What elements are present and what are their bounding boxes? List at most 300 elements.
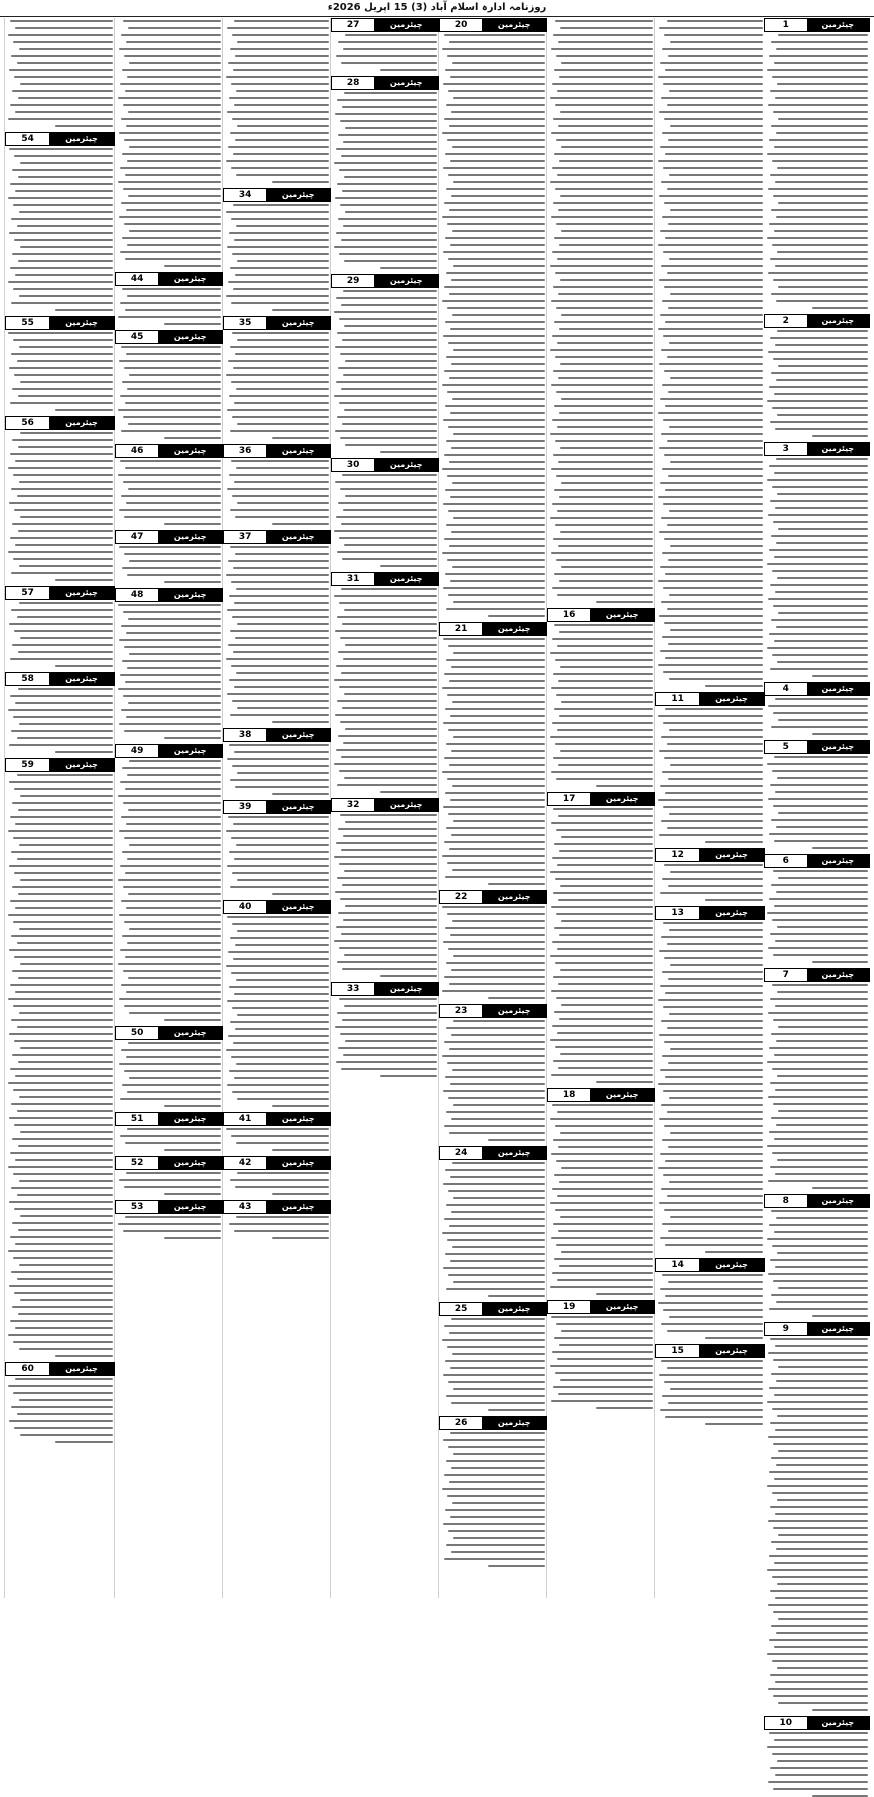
text-line [667,608,763,610]
ad-header [547,1300,655,1314]
text-line [19,928,113,930]
text-line [118,409,221,411]
ad-label: چیئرمین [158,745,222,757]
text-line [446,659,545,661]
text-line [337,961,437,963]
text-line [9,781,113,783]
text-line [442,1055,545,1057]
ad-column [4,18,115,1598]
text-line [344,954,437,956]
text-line [775,181,868,183]
text-line [667,743,763,745]
ad-number: 51 [116,1113,158,1125]
text-line [449,545,545,547]
text-line [10,20,113,22]
text-line [231,218,329,220]
text-line [452,1162,545,1164]
text-line [449,1048,545,1050]
text-line [773,805,868,807]
text-line [812,1187,868,1189]
text-line [771,125,868,127]
text-line [776,48,868,50]
text-line [550,517,653,519]
ad-text [764,1208,870,1317]
text-line [448,426,545,428]
text-line [232,700,329,702]
text-line [233,367,329,369]
text-line [667,827,763,829]
text-line [661,936,763,938]
ad-header [223,1156,331,1170]
text-line [19,295,113,297]
text-line [773,712,868,714]
ad-text [5,146,115,311]
ad-number: 17 [548,793,590,805]
text-line [668,223,763,225]
text-line [234,751,329,753]
text-line [669,90,763,92]
ad-header [439,18,547,32]
text-line [119,546,221,548]
text-line [17,360,113,362]
text-line [235,1028,329,1030]
text-line [812,1709,868,1711]
text-line [661,1104,763,1106]
text-line [553,370,653,372]
text-line [338,367,437,369]
text-line [778,877,868,879]
classified-ad [439,622,547,885]
text-line [768,1436,868,1438]
text-line [10,1152,113,1154]
text-line [775,1005,868,1007]
text-line [339,686,437,688]
text-line [561,920,653,922]
text-line [446,1288,545,1290]
classified-ad [764,1716,870,1797]
text-line [559,715,653,717]
text-line [19,1348,113,1350]
text-line [19,211,113,213]
text-line [17,616,113,618]
text-line [447,1346,545,1348]
text-line [17,1026,113,1028]
text-line [127,774,221,776]
ad-header [331,458,439,472]
text-line [235,274,329,276]
ad-label: چیئرمین [374,459,438,471]
text-line [561,1167,653,1169]
text-line [449,1132,545,1134]
text-line [380,69,437,71]
text-line [125,788,221,790]
text-line [558,461,653,463]
ad-label: چیئرمین [266,1157,330,1169]
text-line [771,619,868,621]
ad-header [5,672,115,686]
ad-header [5,132,115,146]
classified-ad [547,792,655,1083]
ad-header [439,622,547,636]
text-line [234,1077,329,1079]
classified-ad [331,798,439,977]
text-line [125,681,221,683]
text-line [558,209,653,211]
ad-header [764,1716,870,1730]
text-line [767,1653,868,1655]
text-line [774,756,868,758]
text-line [237,1172,329,1174]
text-line [8,709,113,711]
text-line [553,976,653,978]
ad-label: چیئرمین [482,19,546,31]
text-line [230,779,329,781]
text-line [17,858,113,860]
text-line [558,1230,653,1232]
text-line [660,1237,763,1239]
text-line [343,919,437,921]
text-line [662,48,763,50]
text-line [488,1139,545,1141]
text-line [14,1208,113,1210]
classified-ad [115,1026,223,1107]
text-line [14,956,113,958]
text-line [228,360,329,362]
text-line [124,837,221,839]
ad-text [223,914,331,1107]
ad-header [655,1344,765,1358]
ad-number: 50 [116,1027,158,1039]
text-line [119,1063,221,1065]
classified-ad [5,1362,115,1443]
text-line [228,644,329,646]
text-line [772,244,868,246]
text-line [129,760,221,762]
text-line [669,510,763,512]
text-line [773,358,868,360]
text-line [229,1223,329,1225]
text-line [767,563,868,565]
text-line [231,1135,329,1137]
text-line [558,125,653,127]
text-line [772,76,868,78]
ad-header [764,1194,870,1208]
ad-label: چیئرمین [158,1027,222,1039]
text-line [769,1732,868,1734]
text-line [661,1020,763,1022]
text-line [561,1330,653,1332]
ad-number: 53 [116,1201,158,1213]
text-line [550,1365,653,1367]
text-line [19,1012,113,1014]
text-line [335,891,437,893]
text-line [444,757,545,759]
text-line [164,581,221,583]
text-line [233,823,329,825]
text-line [444,34,545,36]
text-line [663,1309,763,1311]
text-line [272,793,329,795]
text-line [444,1474,545,1476]
text-line [771,1541,868,1543]
text-line [126,632,221,634]
text-line [664,370,763,372]
text-line [452,1246,545,1248]
text-line [553,34,653,36]
text-line [233,567,329,569]
text-line [226,211,329,213]
text-line [556,139,653,141]
text-line [451,111,545,113]
text-line [768,1012,868,1014]
text-line [122,153,221,155]
text-line [771,535,868,537]
text-line [442,906,545,908]
ad-number: 15 [656,1345,699,1357]
text-line [773,1695,868,1697]
text-line [449,209,545,211]
text-line [127,942,221,944]
text-line [768,705,868,707]
text-line [231,381,329,383]
text-line [12,253,113,255]
text-line [773,521,868,523]
classified-ad [115,588,223,739]
classified-ad [223,1156,331,1195]
text-line [670,1388,763,1390]
text-line [340,637,437,639]
text-line [341,388,437,390]
text-line [778,1287,868,1289]
text-line [121,984,221,986]
text-line [777,1252,868,1254]
text-line [767,153,868,155]
text-line [226,295,329,297]
text-line [164,265,221,267]
text-line [770,258,868,260]
text-line [667,272,763,274]
text-line [777,330,868,332]
text-line [777,991,868,993]
text-line [14,1292,113,1294]
text-line [337,1012,437,1014]
text-line [226,830,329,832]
text-line [18,809,113,811]
text-line [451,1402,545,1404]
text-line [227,1000,329,1002]
text-line [770,1338,868,1340]
text-line [118,963,221,965]
ad-number: 35 [224,317,266,329]
text-line [665,792,763,794]
text-line [443,419,545,421]
text-line [555,104,653,106]
text-line [10,816,113,818]
text-line [452,62,545,64]
text-line [665,708,763,710]
ad-text [223,458,331,525]
text-line [119,216,221,218]
text-line [444,1325,545,1327]
text-line [448,1446,545,1448]
text-line [559,244,653,246]
text-line [769,223,868,225]
ad-text [439,636,547,885]
text-line [660,985,763,987]
classified-ad [547,608,655,787]
text-line [235,1186,329,1188]
text-line [776,1464,868,1466]
text-line [227,916,329,918]
text-line [554,405,653,407]
text-line [335,346,437,348]
text-line [448,729,545,731]
text-line [453,349,545,351]
text-line [769,1047,868,1049]
ad-header [655,906,765,920]
text-line [560,27,653,29]
ad-label: چیئرمین [807,1323,869,1335]
text-line [122,935,221,937]
text-line [337,700,437,702]
text-line [658,715,763,717]
text-line [341,756,437,758]
text-line [236,1142,329,1144]
text-line [444,454,545,456]
text-line [336,842,437,844]
text-line [231,460,329,462]
text-line [231,83,329,85]
text-line [380,975,437,977]
text-line [661,820,763,822]
text-line [774,1231,868,1233]
text-line [232,616,329,618]
text-line [705,685,763,687]
text-line [444,1218,545,1220]
classified-ad [764,740,870,849]
text-line [556,1323,653,1325]
ad-text [223,1214,331,1239]
text-line [335,481,437,483]
text-line [446,1460,545,1462]
text-line [19,723,113,725]
text-line [125,258,221,260]
text-line [119,830,221,832]
ad-text [655,1358,765,1425]
text-line [336,148,437,150]
ad-label: چیئرمین [482,1005,546,1017]
text-line [236,1063,329,1065]
text-line [122,567,221,569]
ad-label: چیئرمین [158,273,222,285]
ad-label: چیئرمین [590,793,654,805]
text-line [164,1019,221,1021]
text-line [118,1223,221,1225]
text-line [557,1195,653,1197]
ad-label: چیئرمین [374,799,438,811]
text-line [669,929,763,931]
text-line [555,440,653,442]
text-line [334,940,437,942]
text-line [124,553,221,555]
text-line [555,272,653,274]
text-line [778,1450,868,1452]
ad-text [439,1018,547,1141]
ad-text [547,1102,655,1295]
ad-text [547,18,655,603]
text-line [561,398,653,400]
text-line [444,841,545,843]
text-line [127,574,221,576]
text-line [667,1111,763,1113]
text-line [339,253,437,255]
text-line [774,146,868,148]
text-line [11,1271,113,1273]
text-line [380,1075,437,1077]
ad-label: چیئرمین [49,673,114,685]
text-line [554,321,653,323]
text-line [119,998,221,1000]
text-line [342,968,437,970]
text-line [8,281,113,283]
text-line [772,770,868,772]
text-line [10,695,113,697]
text-line [448,342,545,344]
text-line [15,111,113,113]
text-line [233,288,329,290]
text-line [237,879,329,881]
text-line [550,736,653,738]
text-line [164,323,221,325]
text-line [773,954,868,956]
ad-header [331,982,439,996]
text-line [338,651,437,653]
text-line [228,146,329,148]
text-line [774,1739,868,1741]
text-line [555,356,653,358]
text-line [449,1225,545,1227]
text-line [340,814,437,816]
text-line [771,1294,868,1296]
text-line [13,288,113,290]
text-line [670,209,763,211]
ad-header [223,530,331,544]
text-line [123,416,221,418]
text-line [768,272,868,274]
text-line [120,1135,221,1137]
text-line [121,495,221,497]
text-line [17,1110,113,1112]
ad-text [764,328,870,437]
text-line [771,1033,868,1035]
text-line [234,481,329,483]
ad-text [547,622,655,787]
text-line [121,346,221,348]
ad-label: چیئرمین [266,189,330,201]
ad-number: 14 [656,1259,699,1271]
text-line [451,1034,545,1036]
text-line [552,1188,653,1190]
text-line [447,307,545,309]
text-line [778,202,868,204]
text-line [338,1047,437,1049]
text-line [442,771,545,773]
text-line [125,309,221,311]
text-line [344,176,437,178]
text-line [772,1152,868,1154]
text-line [660,146,763,148]
text-line [560,1216,653,1218]
